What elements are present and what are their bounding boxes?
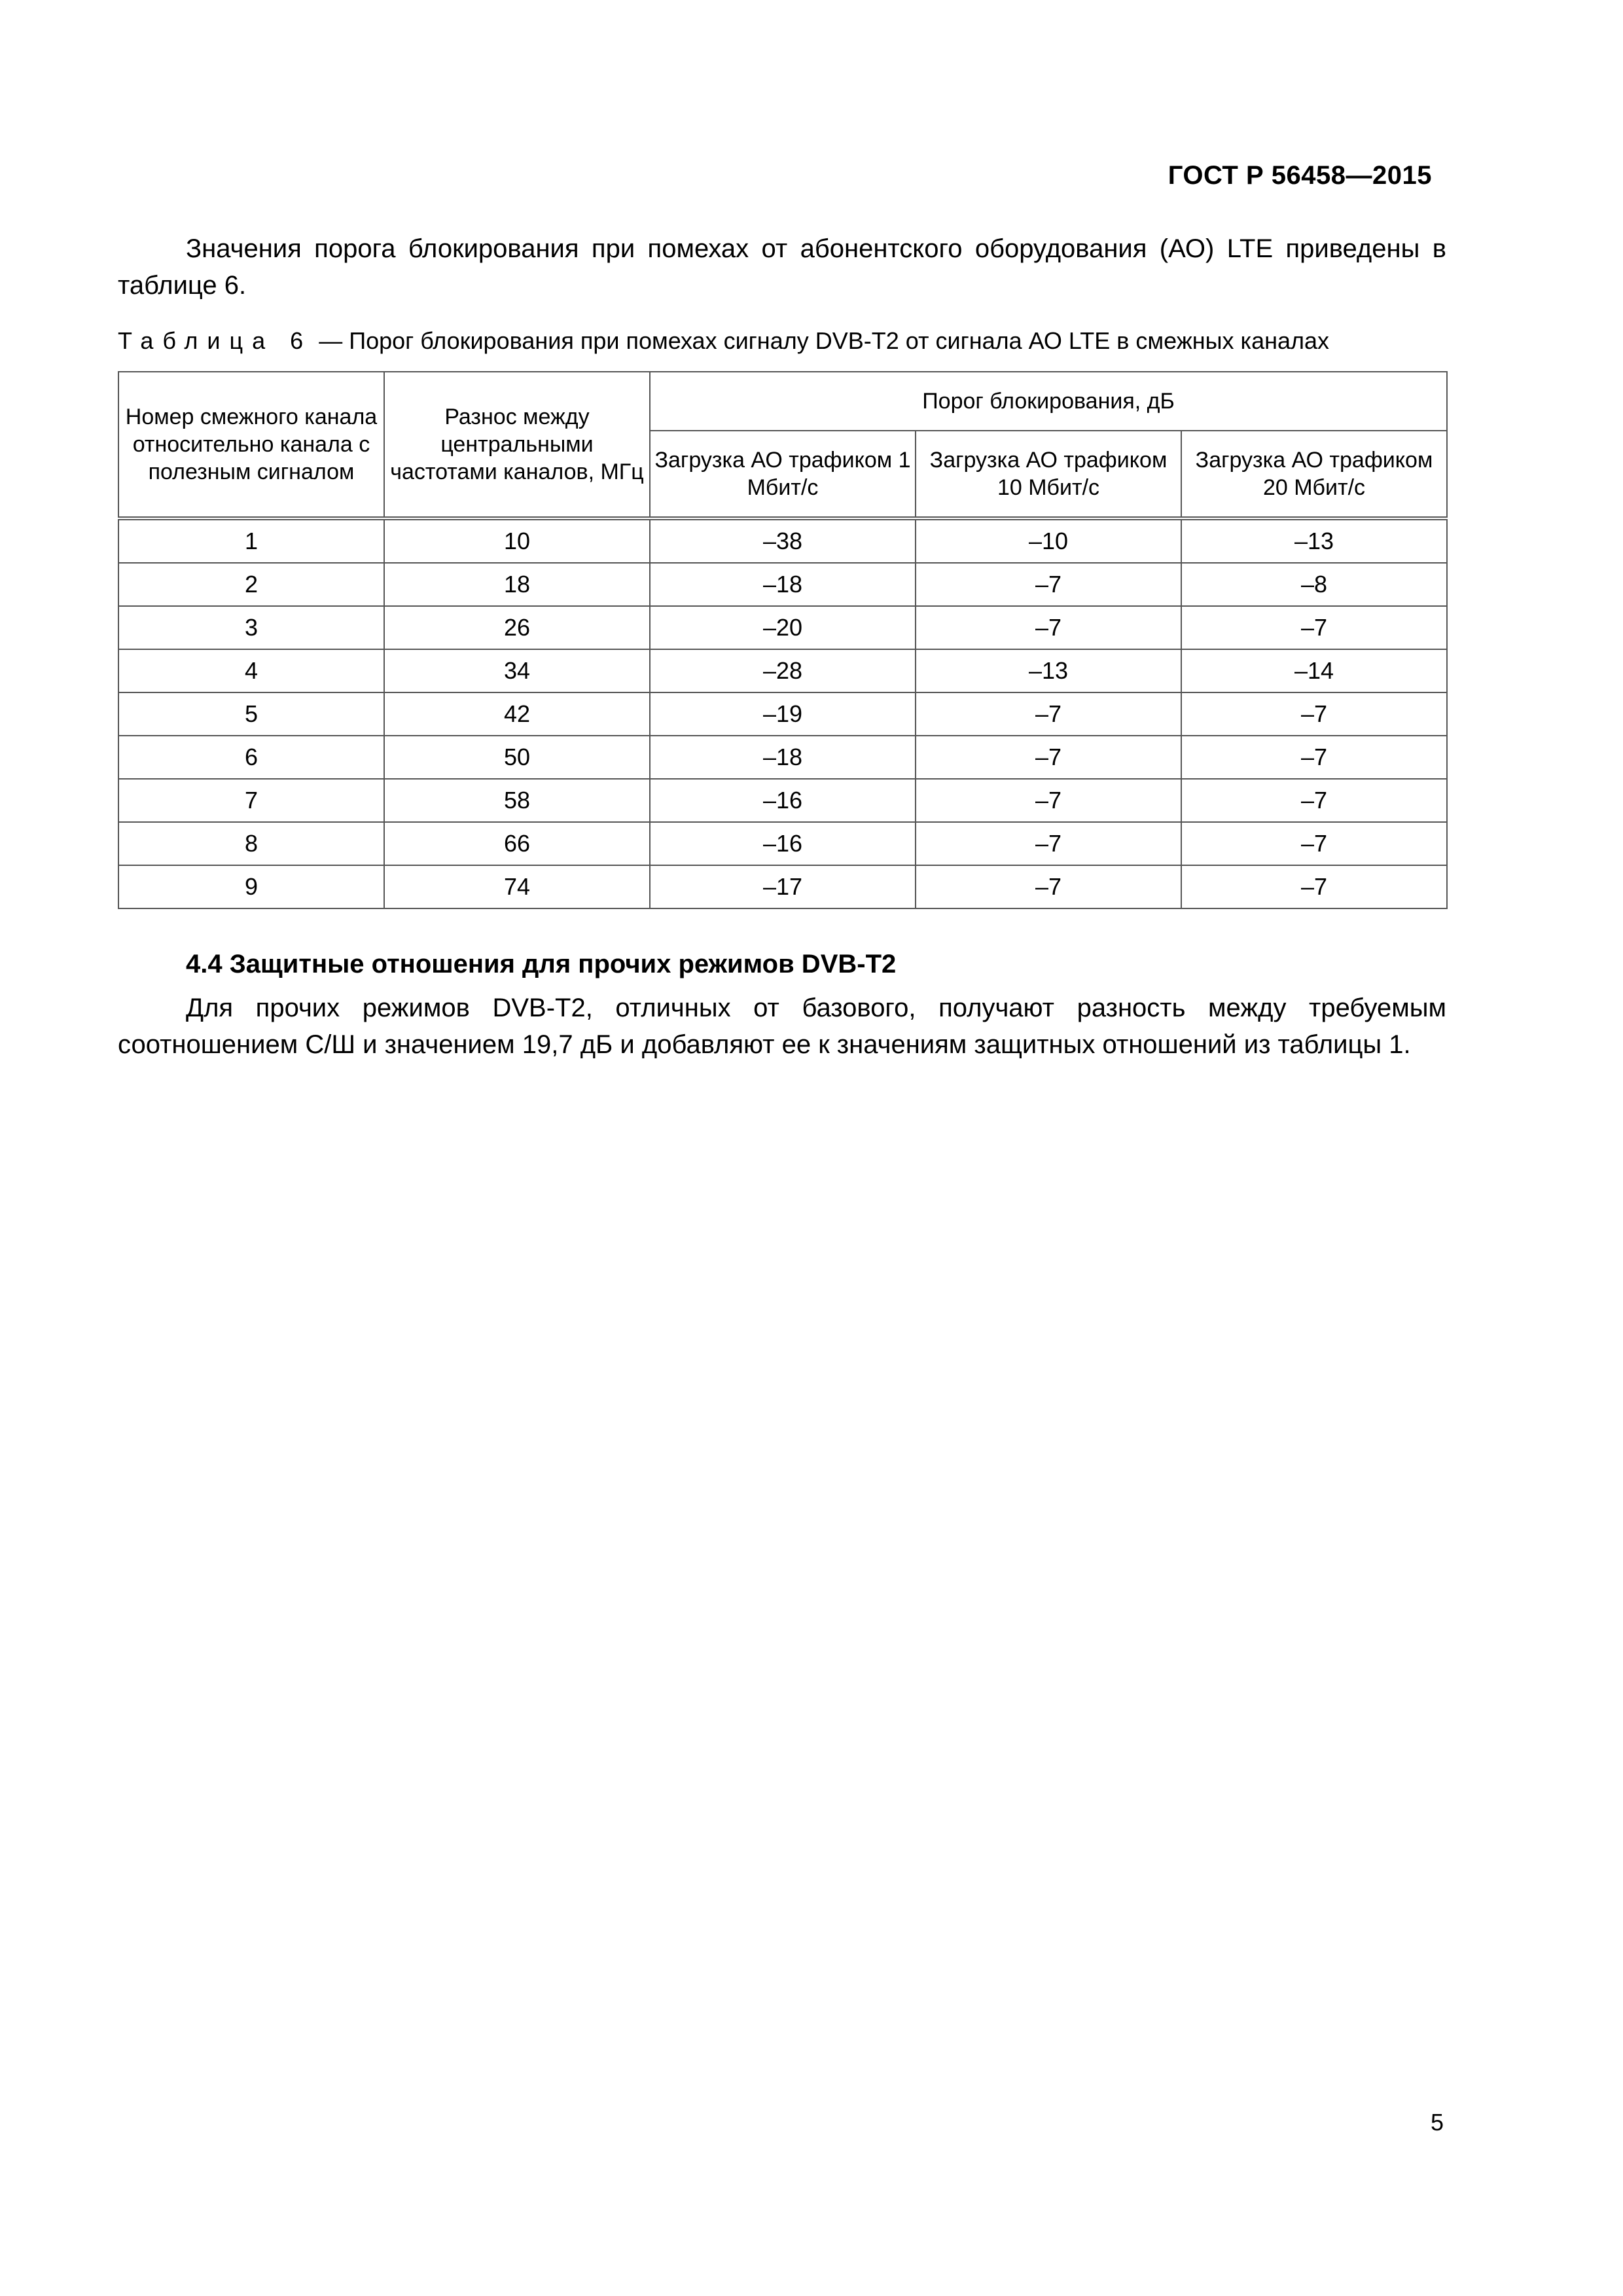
table-caption: [118, 327, 1492, 355]
cell-spacing: 74: [384, 865, 650, 908]
table-row: [118, 822, 1447, 865]
cell-load-10: –7: [916, 736, 1181, 779]
header-frequency-spacing: Разнос между центральными частотами каналов, МГц: [384, 372, 650, 518]
cell-load-1: –16: [650, 779, 916, 822]
cell-channel: 6: [118, 736, 384, 779]
cell-load-10: –7: [916, 779, 1181, 822]
table-header: [118, 372, 1447, 518]
cell-load-20: –13: [1181, 518, 1447, 563]
cell-channel: 8: [118, 822, 384, 865]
table-row: [118, 692, 1447, 736]
cell-load-1: –19: [650, 692, 916, 736]
document-code: ГОСТ Р 56458—2015: [1168, 161, 1432, 190]
table-body: [118, 518, 1447, 908]
header-channel-number: Номер смежного канала относительно канала с полезным сигналом: [118, 372, 384, 518]
cell-spacing: 50: [384, 736, 650, 779]
table-row: [118, 563, 1447, 606]
header-load-1: Загрузка АО трафиком 1 Мбит/с: [650, 431, 916, 518]
blocking-threshold-table: [118, 371, 1448, 909]
section-heading: 4.4 Защитные отношения для прочих режимов DVB-T2: [186, 950, 897, 978]
table-row: [118, 649, 1447, 692]
header-load-10: Загрузка АО трафиком 10 Мбит/с: [916, 431, 1181, 518]
cell-load-1: –18: [650, 563, 916, 606]
cell-channel: 4: [118, 649, 384, 692]
cell-load-10: –7: [916, 606, 1181, 649]
cell-spacing: 58: [384, 779, 650, 822]
table-row: [118, 865, 1447, 908]
cell-load-10: –10: [916, 518, 1181, 563]
cell-channel: 1: [118, 518, 384, 563]
cell-load-1: –18: [650, 736, 916, 779]
table-caption-text: — Порог блокирования при помехах сигналу DVB-T2 от сигнала АО LTE в смежных каналах: [312, 327, 1330, 354]
cell-channel: 7: [118, 779, 384, 822]
cell-load-1: –38: [650, 518, 916, 563]
cell-load-1: –16: [650, 822, 916, 865]
intro-paragraph: Значения порога блокирования при помехах от абонентского оборудования (АО) LTE приведены в таблице 6.: [118, 234, 1446, 300]
cell-spacing: 26: [384, 606, 650, 649]
cell-spacing: 18: [384, 563, 650, 606]
cell-load-20: –8: [1181, 563, 1447, 606]
cell-load-20: –7: [1181, 606, 1447, 649]
cell-load-10: –7: [916, 563, 1181, 606]
table-row: [118, 736, 1447, 779]
cell-load-20: –7: [1181, 692, 1447, 736]
header-load-20: Загрузка АО трафиком 20 Мбит/с: [1181, 431, 1447, 518]
cell-load-20: –7: [1181, 736, 1447, 779]
header-threshold-group: Порог блокирования, дБ: [650, 372, 1447, 431]
cell-load-1: –28: [650, 649, 916, 692]
table-row: [118, 518, 1447, 563]
cell-load-10: –7: [916, 822, 1181, 865]
cell-load-20: –7: [1181, 779, 1447, 822]
table-caption-prefix: Таблица 6: [118, 327, 313, 354]
cell-channel: 5: [118, 692, 384, 736]
table-row: [118, 779, 1447, 822]
cell-load-1: –17: [650, 865, 916, 908]
cell-channel: 3: [118, 606, 384, 649]
cell-channel: 9: [118, 865, 384, 908]
cell-load-20: –7: [1181, 822, 1447, 865]
cell-load-10: –7: [916, 692, 1181, 736]
cell-load-10: –13: [916, 649, 1181, 692]
cell-load-1: –20: [650, 606, 916, 649]
cell-spacing: 42: [384, 692, 650, 736]
cell-spacing: 66: [384, 822, 650, 865]
cell-load-10: –7: [916, 865, 1181, 908]
cell-load-20: –14: [1181, 649, 1447, 692]
cell-spacing: 10: [384, 518, 650, 563]
section-paragraph: Для прочих режимов DVB-T2, отличных от базового, получают разность между требуемым соотношением С/Ш и значением 19,7 дБ и добавляют ее к значениям защитных отношений из таблицы 1.: [118, 994, 1446, 1059]
cell-channel: 2: [118, 563, 384, 606]
table-row: [118, 606, 1447, 649]
cell-load-20: –7: [1181, 865, 1447, 908]
page-number: 5: [1431, 2109, 1444, 2136]
cell-spacing: 34: [384, 649, 650, 692]
